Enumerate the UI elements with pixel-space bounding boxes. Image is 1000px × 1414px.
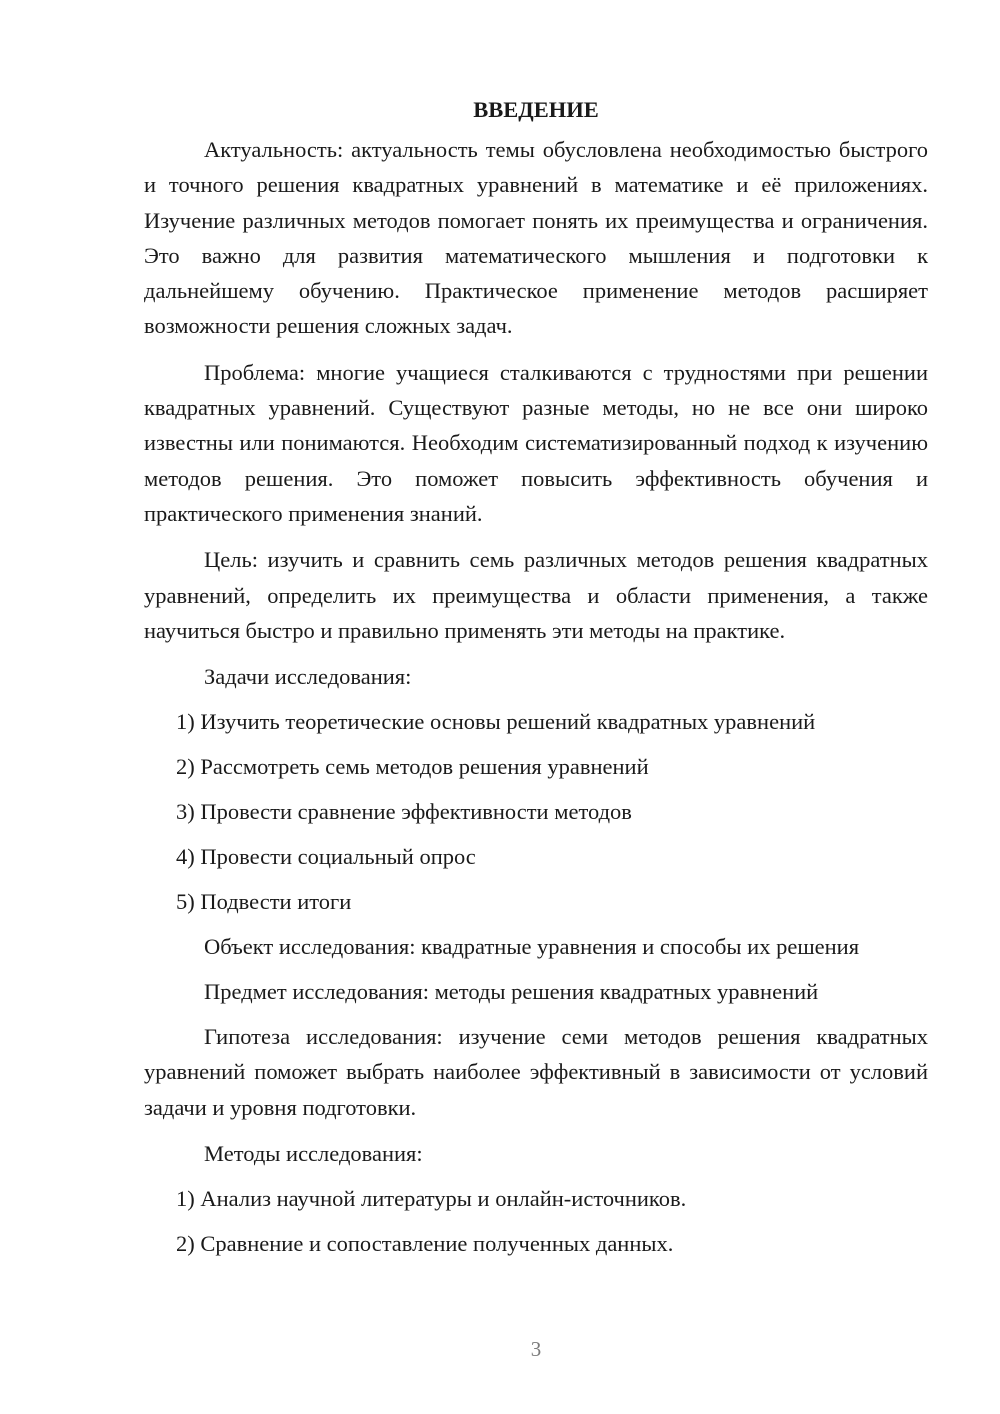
page-number: 3 (530, 1337, 542, 1361)
goal-paragraph: Цель: изучить и сравнить семь различных методов решения квадратных уравнений, определить их преимущества и области применения, а также научиться быстро и правильно применять эти методы на практике. (144, 547, 928, 643)
hypothesis-paragraph: Гипотеза исследования: изучение семи методов решения квадратных уравнений поможет выбрать наиболее эффективный в зависимости от условий задачи и уровня подготовки. (144, 1024, 928, 1120)
methods-heading: Методы исследования: (204, 1141, 423, 1167)
list-item: 1) Анализ научной литературы и онлайн-источников. (176, 1186, 687, 1212)
methods-list (144, 1181, 928, 1261)
section-title: ВВЕДЕНИЕ (473, 97, 599, 122)
tasks-list (144, 704, 928, 919)
list-item: 2) Сравнение и сопоставление полученных данных. (176, 1231, 674, 1257)
tasks-heading: Задачи исследования: (204, 664, 412, 690)
list-item: 3) Провести сравнение эффективности методов (176, 799, 632, 825)
document-page (144, 92, 928, 1271)
relevance-paragraph: Актуальность: актуальность темы обусловлена необходимостью быстрого и точного решения квадратных уравнений в математике и её приложениях. Изучение различных методов помогает понять их преимущества и ограничения. Это важно для развития математического мышления и подготовки к дальнейшему обучению. Практическое применение методов расширяет возможности решения сложных задач. (144, 137, 928, 339)
research-object: Объект исследования: квадратные уравнения и способы их решения (204, 934, 860, 960)
problem-paragraph: Проблема: многие учащиеся сталкиваются с трудностями при решении квадратных уравнений. Существуют разные методы, но не все они широко известны или понимаются. Необходим систематизированный подход к изучению методов решения. Это поможет повысить эффективность обучения и практического применения знаний. (144, 359, 928, 526)
list-item: 2) Рассмотреть семь методов решения уравнений (176, 754, 649, 780)
list-item: 4) Провести социальный опрос (176, 844, 476, 870)
research-subject: Предмет исследования: методы решения квадратных уравнений (204, 979, 819, 1005)
list-item: 5) Подвести итоги (176, 889, 352, 915)
list-item: 1) Изучить теоретические основы решений квадратных уравнений (176, 709, 816, 735)
